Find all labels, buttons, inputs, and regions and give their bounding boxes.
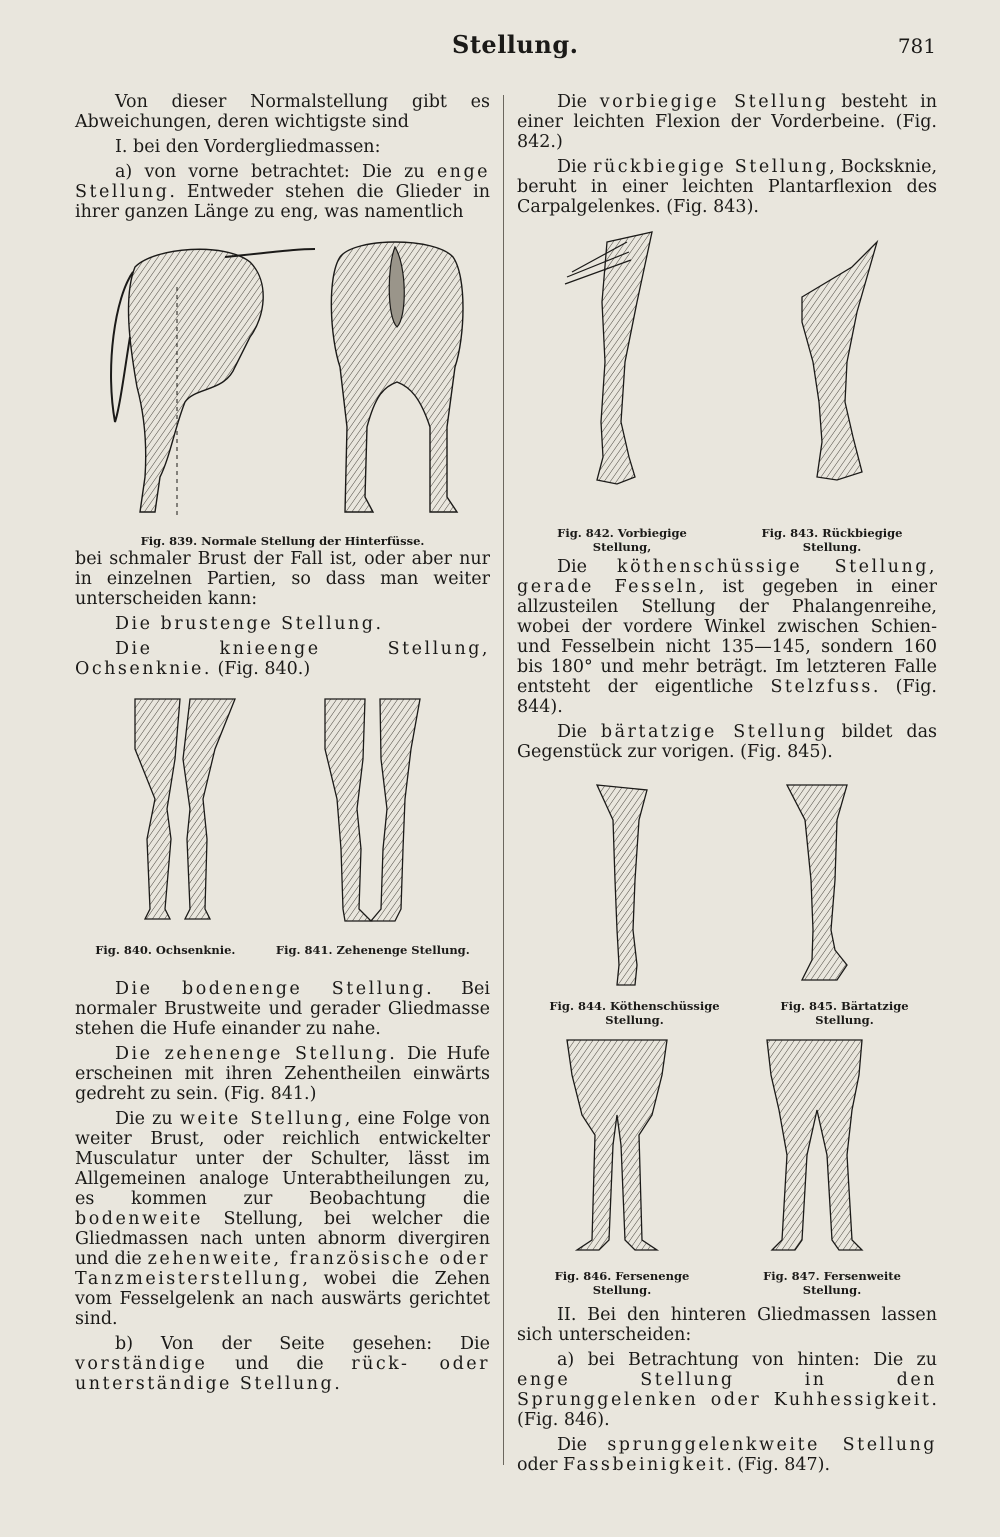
figure-846-847 (517, 1035, 937, 1305)
paragraph: Die köthenschüssige Stellung, gerade Fesseln, ist gegeben in einer allzusteilen Stellung der Phalangenreihe, wobei der vordere Winkel zwischen Schien- und Fesselbein nicht 135—145, sondern 160 bis 180° und mehr beträgt. Im letzteren Falle entsteht der eigentliche Stelzfuss. (Fig. 844). (517, 557, 937, 717)
paragraph: a) bei Betrachtung von hinten: Die zu enge Stellung in den Sprunggelenken oder Kuhhessigkeit. (Fig. 846). (517, 1350, 937, 1430)
paragraph: Die zehenenge Stellung. Die Hufe erscheinen mit ihren Zehentheilen einwärts gedreht zu sein. (Fig. 841.) (75, 1044, 490, 1104)
figure-842-leg (565, 232, 652, 484)
figure-caption: Fig. 839. Normale Stellung der Hinterfüsse. (140, 534, 425, 548)
page-number: 781 (897, 34, 936, 58)
figure-caption: Fig. 847. Fersenweite Stellung. (763, 1269, 901, 1297)
figure-839-image (75, 227, 490, 527)
paragraph: Die vorbiegige Stellung besteht in einer leichten Flexion der Vorderbeine. (Fig. 842.) (517, 92, 937, 152)
figure-842-843 (517, 222, 937, 557)
figure-842-843-image (517, 222, 937, 522)
figure-captions (75, 943, 490, 957)
column-divider (503, 95, 504, 1465)
paragraph: Die knieenge Stellung, Ochsenknie. (Fig. 840.) (75, 639, 490, 679)
figure-844-845 (517, 780, 937, 1030)
figure-caption: Fig. 845. Bärtatzige Stellung. (780, 999, 909, 1027)
paragraph: Die bärtatzige Stellung bildet das Gegenstück zur vorigen. (Fig. 845). (517, 722, 938, 762)
figure-845-leg (787, 785, 847, 980)
paragraph: bei schmaler Brust der Fall ist, oder aber nur in einzelnen Partien, so dass man weiter unterscheiden kann: (75, 549, 490, 609)
figure-840-841 (75, 689, 490, 979)
figure-847-legs (767, 1040, 862, 1250)
paragraph: Die rückbiegige Stellung, Bocksknie, beruht in einer leichten Plantarflexion des Carpalgelenkes. (Fig. 843). (517, 157, 938, 217)
figure-caption: Fig. 844. Köthenschüssige Stellung. (549, 999, 720, 1027)
running-title: Stellung. (452, 30, 579, 59)
figure-captions (517, 999, 937, 1027)
figure-caption: Fig. 840. Ochsenknie. (95, 943, 236, 957)
paragraph: Von dieser Normalstellung gibt es Abweichungen, deren wichtigste sind (75, 92, 490, 132)
paragraph: Die zu weite Stellung, eine Folge von weiter Brust, oder reichlich entwickelter Musculatur unter der Schulter, lässt im Allgemeinen analoge Unterabtheilungen zu, es kommen zur Beobachtung die bodenweite Stellung, bei welcher die Gliedmassen nach unten abnorm divergiren und die zehenweite, französische oder Tanzmeisterstellung, wobei die Zehen vom Fesselgelenk an nach auswärts gerichtet sind. (75, 1109, 491, 1329)
figure-caption: Fig. 842. Vorbiegige Stellung, (557, 526, 687, 554)
figure-caption: Fig. 843. Rückbiegige Stellung. (761, 526, 903, 554)
paragraph: II. Bei den hinteren Gliedmassen lassen sich unterscheiden: (517, 1305, 937, 1345)
figure-caption: Fig. 846. Fersenenge Stellung. (554, 1269, 690, 1297)
figure-846-legs (567, 1040, 667, 1250)
paragraph: Die sprunggelenkweite Stellung oder Fassbeinigkeit. (Fig. 847). (517, 1435, 937, 1475)
paragraph: I. bei den Vordergliedmassen: (115, 137, 381, 157)
figure-844-845-image (517, 780, 937, 995)
figure-841-legs (325, 699, 420, 921)
figure-840-legs (135, 699, 235, 919)
figure-840-841-image (75, 689, 490, 939)
page-header (0, 30, 1000, 70)
figure-844-leg (597, 785, 647, 985)
paragraph: b) Von der Seite gesehen: Die vorständige und die rück- oder unterständige Stellung. (75, 1334, 490, 1394)
figure-captions (517, 1269, 937, 1297)
paragraph: Die bodenenge Stellung. Bei normaler Brustweite und gerader Gliedmasse stehen die Hufe einander zu nahe. (75, 979, 490, 1039)
left-column (75, 92, 490, 1399)
figure-846-847-image (517, 1035, 937, 1265)
paragraph: a) von vorne betrachtet: Die zu enge Stellung. Entweder stehen die Glieder in ihrer ganzen Länge zu eng, was namentlich (75, 162, 490, 222)
paragraph: Die brustenge Stellung. (115, 614, 384, 634)
figure-839 (75, 227, 490, 549)
right-column (517, 92, 937, 1480)
figure-caption: Fig. 841. Zehenenge Stellung. (275, 943, 470, 957)
figure-843-leg (802, 242, 877, 480)
figure-captions (517, 526, 937, 554)
